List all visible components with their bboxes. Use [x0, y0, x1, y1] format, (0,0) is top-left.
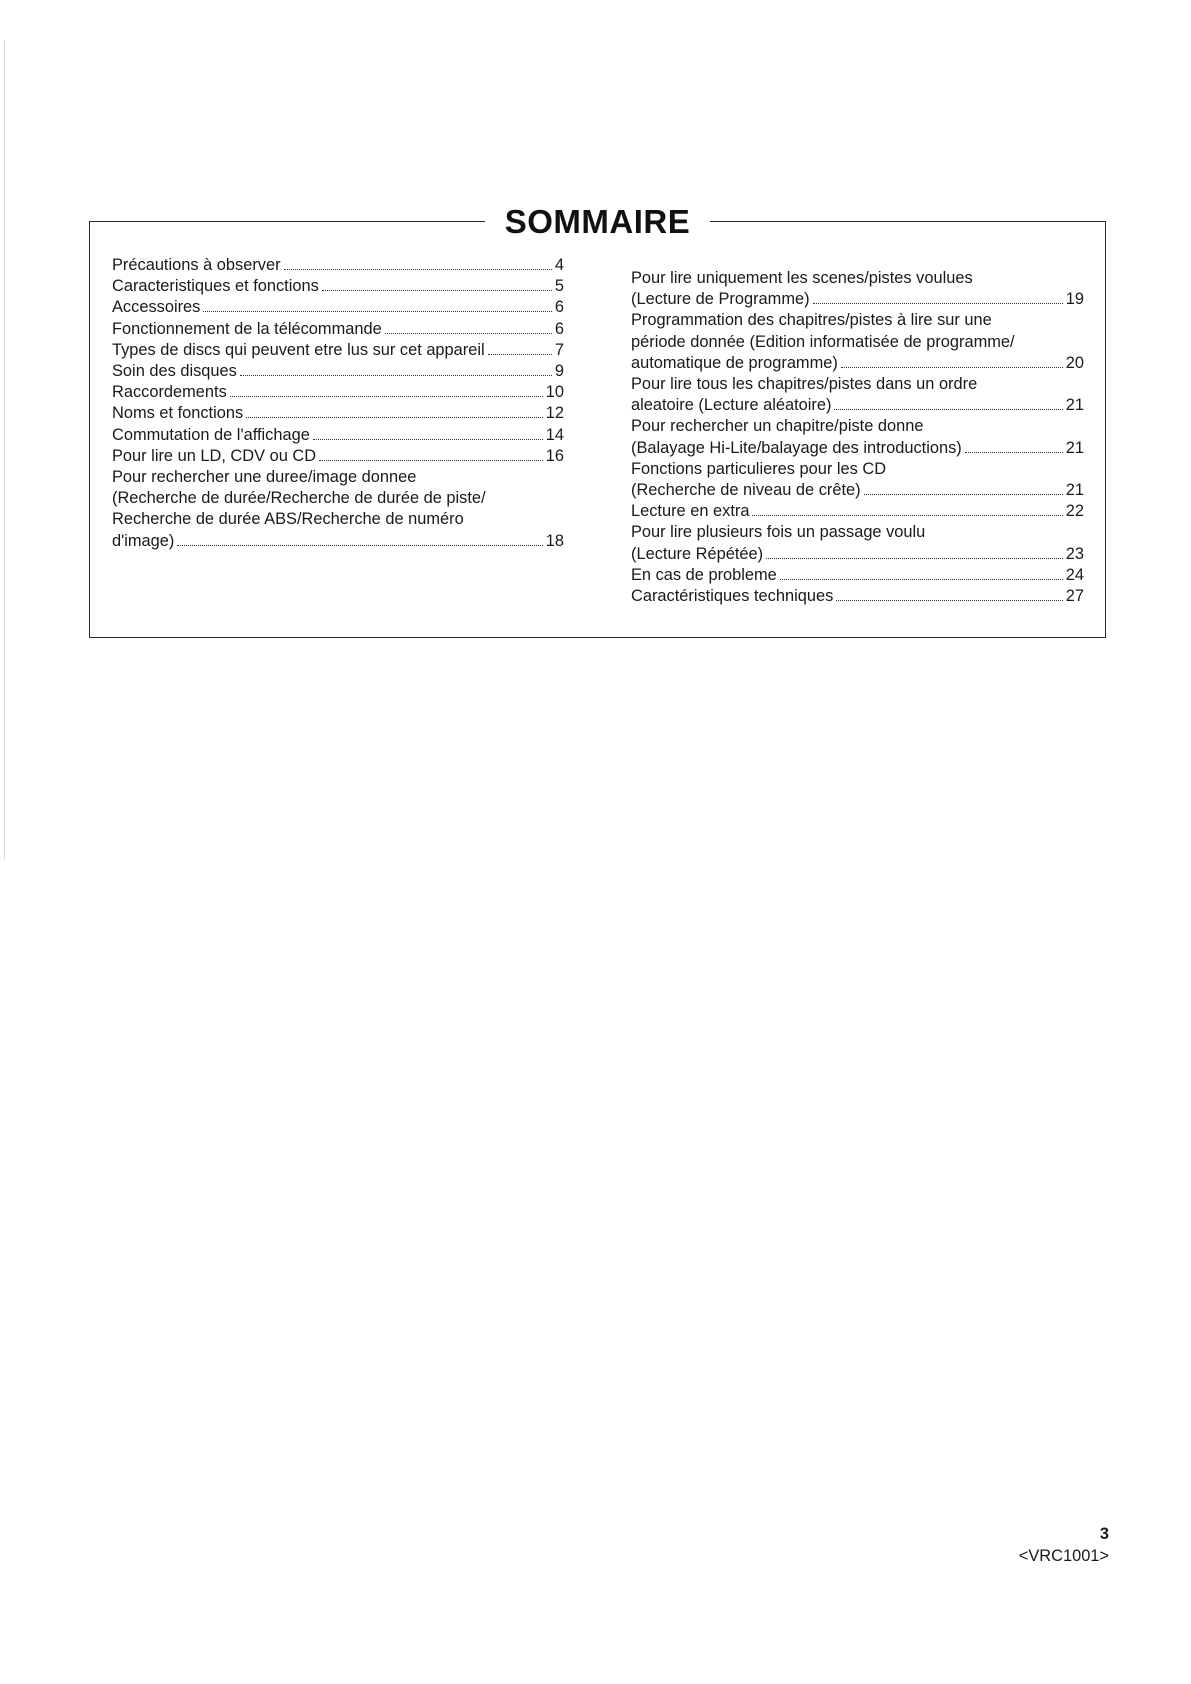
toc-entry — [112, 403, 564, 424]
toc-entry-text: (Balayage Hi-Lite/balayage des introductions) — [631, 438, 962, 457]
toc-entry-line — [112, 467, 564, 488]
toc-entry-text: Pour lire plusieurs fois un passage voulu — [631, 523, 926, 542]
toc-entry-last-line — [112, 403, 564, 424]
toc-entry-text: Soin des disques — [112, 362, 237, 381]
dot-leader — [864, 494, 1063, 495]
toc-entry-text: aleatoire (Lecture aléatoire) — [631, 396, 832, 415]
toc-entry-text: Pour rechercher une duree/image donnee — [112, 468, 417, 487]
toc-entry-text: Noms et fonctions — [112, 404, 244, 423]
toc-entry — [112, 319, 564, 340]
toc-entry-line — [631, 332, 1084, 353]
toc-entry-last-line — [631, 544, 1084, 565]
toc-page-number: 18 — [545, 531, 564, 550]
document-code: <VRC1001> — [1018, 1547, 1109, 1565]
toc-entry-text: Accessoires — [112, 298, 201, 317]
toc-title-wrap — [90, 205, 1105, 239]
toc-page-number: 7 — [554, 340, 564, 359]
toc-page-number: 21 — [1065, 396, 1084, 415]
toc-entry-line — [631, 522, 1084, 543]
toc-entry-last-line — [112, 276, 564, 297]
toc-page-number: 19 — [1065, 290, 1084, 309]
toc-entry-last-line — [112, 446, 564, 467]
toc-entry — [112, 467, 564, 552]
dot-leader — [177, 545, 542, 546]
page-footer — [1019, 1523, 1109, 1567]
toc-page-number: 6 — [554, 298, 564, 317]
toc-entry-text: Précautions à observer — [112, 256, 281, 274]
toc-right-column — [631, 268, 1084, 607]
toc-page-number: 24 — [1065, 565, 1084, 584]
toc-page-number: 21 — [1065, 481, 1084, 500]
toc-entry-line — [112, 509, 564, 530]
toc-entry — [631, 416, 1084, 458]
toc-page-number: 4 — [554, 256, 564, 274]
toc-page-number: 20 — [1065, 353, 1084, 372]
toc-entry — [631, 522, 1084, 564]
toc-entry-last-line — [631, 586, 1084, 607]
toc-entry — [112, 340, 564, 361]
toc-entry-line — [112, 488, 564, 509]
toc-entry — [112, 446, 564, 467]
toc-page-number: 27 — [1065, 587, 1084, 606]
toc-page-number: 16 — [545, 446, 564, 465]
toc-entry-last-line — [631, 480, 1084, 501]
toc-entry — [631, 586, 1084, 607]
dot-leader — [780, 579, 1063, 580]
toc-page-number: 22 — [1065, 502, 1084, 521]
dot-leader — [385, 333, 552, 334]
toc-entry-text: Pour lire uniquement les scenes/pistes voulues — [631, 269, 973, 287]
toc-page-number: 10 — [545, 383, 564, 402]
toc-title: SOMMAIRE — [485, 205, 711, 239]
toc-entry-text: automatique de programme) — [631, 353, 838, 372]
toc-page-number: 21 — [1065, 438, 1084, 457]
toc-entry-last-line — [112, 425, 564, 446]
toc-entry — [112, 361, 564, 382]
toc-entry-text: Commutation de l'affichage — [112, 425, 310, 444]
dot-leader — [246, 417, 543, 418]
toc-entry-last-line — [112, 382, 564, 403]
toc-entry-last-line — [112, 297, 564, 318]
toc-entry-last-line — [631, 501, 1084, 522]
toc-entry-line — [631, 416, 1084, 437]
toc-entry — [112, 255, 564, 276]
toc-entry-text: Pour rechercher un chapitre/piste donne — [631, 417, 924, 436]
dot-leader — [230, 396, 543, 397]
toc-entry-text: Caractéristiques techniques — [631, 587, 834, 606]
dot-leader — [313, 439, 543, 440]
toc-entry — [631, 374, 1084, 416]
toc-entry-text: Lecture en extra — [631, 502, 750, 521]
dot-leader — [766, 558, 1063, 559]
toc-entry-text: période donnée (Edition informatisée de programme/ — [631, 332, 1015, 351]
dot-leader — [836, 600, 1063, 601]
toc-entry-text: (Recherche de niveau de crête) — [631, 481, 861, 500]
dot-leader — [488, 354, 552, 355]
toc-entry — [112, 382, 564, 403]
toc-entry-text: (Lecture de Programme) — [631, 290, 810, 309]
toc-entry-text: Recherche de durée ABS/Recherche de numéro — [112, 510, 464, 529]
toc-entry-text: (Recherche de durée/Recherche de durée de piste/ — [112, 489, 486, 508]
scan-edge-line — [4, 40, 5, 860]
toc-entry — [112, 425, 564, 446]
toc-entry — [631, 268, 1084, 310]
toc-entry-text: Fonctions particulieres pour les CD — [631, 459, 887, 478]
toc-entry-text: Fonctionnement de la télécommande — [112, 319, 382, 338]
dot-leader — [841, 367, 1063, 368]
toc-entry-last-line — [631, 438, 1084, 459]
toc-entry-last-line — [631, 565, 1084, 586]
toc-entry-last-line — [112, 319, 564, 340]
toc-page-number: 6 — [554, 319, 564, 338]
dot-leader — [319, 460, 543, 461]
dot-leader — [834, 409, 1062, 410]
toc-entry-text: Types de discs qui peuvent etre lus sur cet appareil — [112, 340, 485, 359]
toc-entry-text: Caracteristiques et fonctions — [112, 277, 319, 296]
toc-page-number: 12 — [545, 404, 564, 423]
toc-page-number: 23 — [1065, 544, 1084, 563]
toc-entry — [112, 276, 564, 297]
toc-entry-line — [631, 374, 1084, 395]
toc-entry-last-line — [112, 361, 564, 382]
toc-entry-text: (Lecture Répétée) — [631, 544, 764, 563]
toc-entry — [631, 459, 1084, 501]
dot-leader — [752, 515, 1062, 516]
dot-leader — [813, 303, 1063, 304]
toc-entry-line — [631, 310, 1084, 331]
toc-entry-last-line — [631, 395, 1084, 416]
toc-entry-line — [631, 268, 1084, 289]
toc-entry-text: Pour lire un LD, CDV ou CD — [112, 446, 317, 465]
toc-entry — [112, 297, 564, 318]
toc-entry-text: d'image) — [112, 531, 175, 550]
dot-leader — [203, 311, 552, 312]
toc-entry-last-line — [112, 340, 564, 361]
dot-leader — [284, 269, 552, 270]
toc-entry — [631, 501, 1084, 522]
toc-entry-line — [631, 459, 1084, 480]
toc-entry — [631, 565, 1084, 586]
toc-left-column — [112, 255, 564, 552]
dot-leader — [322, 290, 552, 291]
page-number: 3 — [1099, 1525, 1109, 1543]
toc-entry-text: En cas de probleme — [631, 565, 777, 584]
toc-page-number: 5 — [554, 277, 564, 296]
toc-page-number: 9 — [554, 362, 564, 381]
toc-page-number: 14 — [545, 425, 564, 444]
toc-entry — [631, 310, 1084, 374]
dot-leader — [240, 375, 552, 376]
toc-entry-text: Pour lire tous les chapitres/pistes dans un ordre — [631, 375, 978, 394]
toc-entry-last-line — [631, 353, 1084, 374]
table-of-contents-box — [89, 203, 1106, 638]
toc-entry-text: Raccordements — [112, 383, 227, 402]
toc-entry-last-line — [112, 255, 564, 276]
toc-entry-last-line — [112, 531, 564, 552]
toc-entry-last-line — [631, 289, 1084, 310]
toc-entry-text: Programmation des chapitres/pistes à lire sur une — [631, 311, 992, 330]
dot-leader — [965, 452, 1063, 453]
